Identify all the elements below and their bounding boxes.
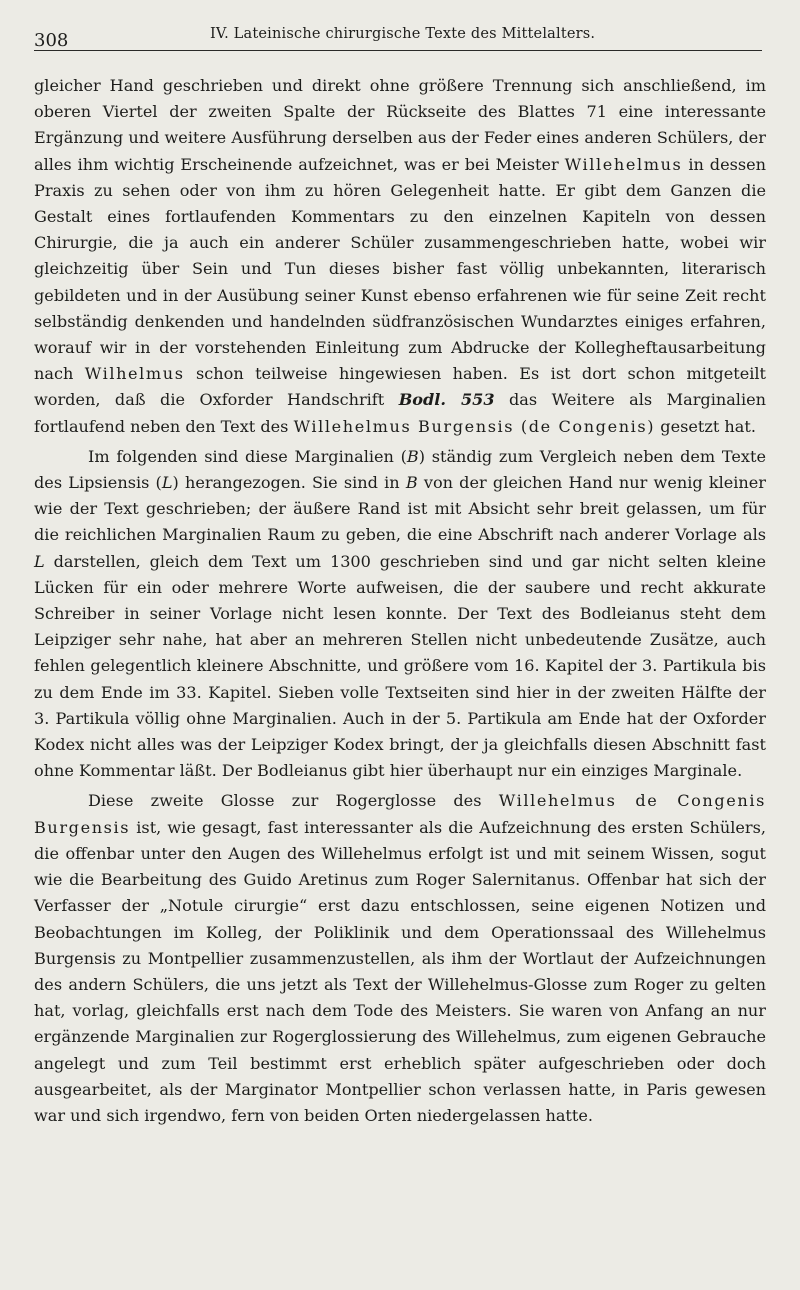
siglum: L [161, 473, 173, 493]
text-segment: darstellen, gleich dem Text um 1300 geschrieben sind und gar nicht selten kleine Lücken für ein oder mehrere Worte aufweisen, die der saubere und recht akkurate Schreiber in seiner Vorlage nicht lesen konnte. Der Text des Bodleianus steht dem Leipziger sehr nahe, hat aber an mehreren Stellen nicht unbedeutende Zusätze, auch fehlen gelegentlich kleinere Abschnitte, und größere vom 16. Kapitel der 3. Partikula bis zu dem Ende im 33. Kapitel. Sieben volle Textseiten sind hier in der zweiten Hälfte der 3. Partikula völlig ohne Marginalien. Auch in der 5. Partikula am Ende hat der Oxforder Kodex nicht alles was der Leipziger Kodex bringt, der ja gleichfalls diesen Abschnitt fast ohne Kommentar läßt. Der Bodleianus gibt hier überhaupt nur ein einziges Marginale. [34, 551, 766, 781]
text-segment: schon teilweise hingewiesen haben. Es ist dort schon mitgeteilt worden, daß die Oxforder Handschrift [34, 364, 766, 410]
paragraph-3 [34, 788, 766, 1129]
running-head-title: IV. Lateinische chirurgische Texte des Mittelalters. [210, 26, 596, 42]
running-head [34, 26, 762, 51]
paragraph-1 [34, 73, 766, 440]
siglum: L [34, 551, 45, 571]
paragraph-2 [34, 444, 766, 785]
text-segment: von der gleichen Hand nur wenig kleiner wie der Text geschrieben; der äußere Rand ist mit Absicht sehr breit gelassen, um für die reichlichen Marginalien Raum zu geben, die eine Abschrift nach anderer Vorlage als [34, 473, 766, 545]
page-number: 308 [34, 30, 69, 51]
text-segment: das Weitere als Marginalien fortlaufend neben den Text des [34, 390, 766, 436]
text-segment: ) herangezogen. Sie sind in [172, 473, 406, 493]
siglum: B [405, 473, 418, 493]
emphasized-name: Wilhelmus [84, 364, 185, 384]
emphasized-name: Willehelmus [564, 154, 683, 174]
page-body [34, 73, 766, 1129]
emphasized-name: Willehelmus de Congenis Burgensis [34, 791, 766, 837]
manuscript-shelfmark: Bodl. 553 [398, 390, 495, 410]
text-segment: Diese zweite Glosse zur Rogerglosse des [88, 791, 499, 811]
siglum: B [406, 446, 419, 466]
text-segment: gleicher Hand geschrieben und direkt ohne größere Trennung sich anschließend, im oberen Viertel der zweiten Spalte der Rückseite des Blattes 71 eine interessante Ergänzung und weitere Ausführung derselben aus der Feder eines anderen Schülers, der alles ihm wichtig Erscheinende aufzeichnet, was er bei Meister [34, 76, 766, 174]
text-segment: Im folgenden sind diese Marginalien ( [88, 446, 407, 466]
text-segment: in dessen Praxis zu sehen oder von ihm zu hören Gelegenheit hatte. Er gibt dem Ganzen die Gestalt eines fortlaufenden Kommentars zu den einzelnen Kapiteln von dessen Chirurgie, die ja auch ein anderer Schüler zusammengeschrieben hatte, wobei wir gleichzeitig über Sein und Tun dieses bisher fast völlig unbekannten, literarisch gebildeten und in der Ausübung seiner Kunst ebenso erfahrenen wie für seine Zeit recht selbständig denkenden und handelnden südfranzösischen Wundarztes einiges erfahren, worauf wir in der vorstehenden Einleitung zum Abdrucke der Kollegheftausarbeitung nach [34, 154, 767, 384]
emphasized-name: Willehelmus Burgensis (de Congenis) [293, 416, 656, 436]
text-segment: ist, wie gesagt, fast interessanter als die Aufzeichnung des ersten Schülers, die offenbar unter den Augen des Willehelmus erfolgt ist und mit seinem Wissen, sogut wie die Bearbeitung des Guido Aretinus zum Roger Salernitanus. Offenbar hat sich der Verfasser der „Notule cirurgie“ erst dazu entschlossen, seine eigenen Notizen und Beobachtungen im Kolleg, der Poliklinik und dem Operationssaal des Willehelmus Burgensis zu Montpellier zusammenzustellen, als ihm der Wortlaut der Aufzeichnungen des andern Schülers, die uns jetzt als Text der Willehelmus-Glosse zum Roger zu gelten hat, vorlag, gleichfalls erst nach dem Tode des Meisters. Sie waren von Anfang an nur ergänzende Marginalien zur Rogerglossierung des Willehelmus, zum eigenen Gebrauche angelegt und zum Teil bestimmt erst erheblich später aufgeschrieben oder doch ausgearbeitet, als der Marginator Montpellier schon verlassen hatte, in Paris gewesen war und sich irgendwo, fern von beiden Orten niedergelassen hatte. [34, 817, 766, 1125]
text-segment: ) ständig zum Vergleich neben dem Texte des Lipsiensis ( [34, 446, 766, 493]
text-segment: gesetzt hat. [655, 416, 756, 436]
